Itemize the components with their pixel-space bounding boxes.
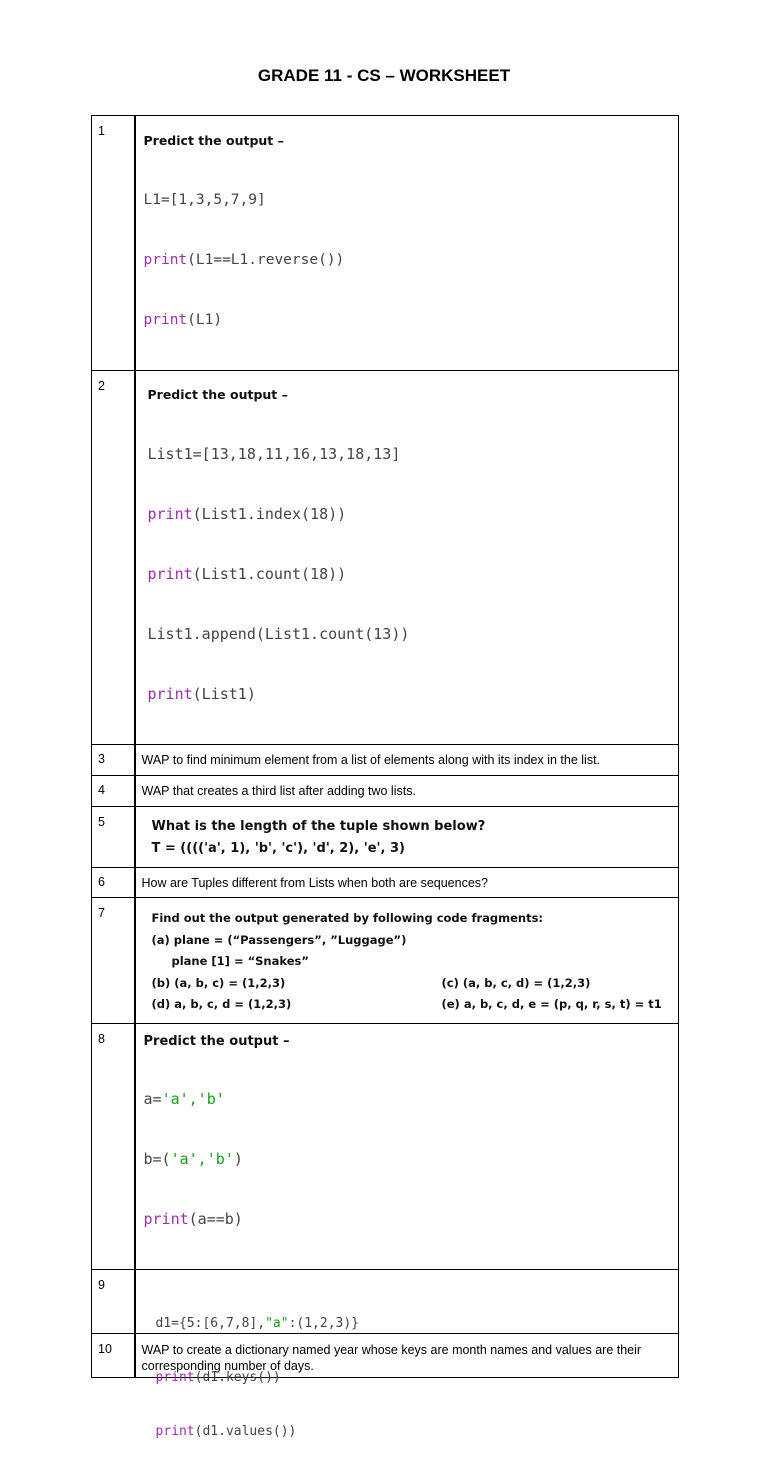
code-line: print(a==b) [143, 1210, 243, 1228]
code-line: L1=[1,3,5,7,9] [143, 192, 266, 208]
code-line: print(L1) [143, 312, 223, 328]
question-text: WAP to create a dictionary named year whose keys are month names and values are their corresponding number of days. [141, 1343, 642, 1373]
question-row-10 [92, 1334, 679, 1378]
code-line: List1=[13,18,11,16,13,18,13] [147, 445, 401, 463]
question-row-5 [92, 807, 679, 868]
question-content [135, 371, 679, 745]
question-content [135, 898, 679, 1024]
page-title: GRADE 11 - CS – WORKSHEET [257, 66, 511, 85]
question-row-1 [92, 116, 679, 371]
question-row-6 [92, 868, 679, 898]
question-content [135, 776, 679, 807]
question-heading: Find out the output generated by following code fragments: [151, 911, 544, 925]
tuple-line: T = (((('a', 1), 'b', 'c'), 'd', 2), 'e', 3) [151, 841, 405, 856]
code-line: a='a','b' [143, 1090, 225, 1108]
code-line: print(L1==L1.reverse()) [143, 252, 345, 268]
question-row-7 [92, 898, 679, 1024]
code-line: print(d1.keys()) [155, 1370, 281, 1385]
question-number: 2 [92, 371, 135, 745]
question-content [135, 1024, 679, 1270]
question-heading: Predict the output – [143, 1034, 290, 1049]
fragment-a-line2: plane [1] = “Snakes” [171, 954, 309, 968]
code-line: print(d1.values()) [155, 1424, 297, 1439]
question-content [135, 807, 679, 868]
question-content [135, 745, 679, 776]
code-line: print(List1.count(18)) [147, 565, 347, 583]
question-number: 5 [92, 807, 135, 868]
question-row-9 [92, 1270, 679, 1334]
question-text: WAP to find minimum element from a list of elements along with its index in the list. [141, 753, 601, 767]
question-content [135, 116, 679, 371]
code-line: b=('a','b') [143, 1150, 243, 1168]
question-row-4 [92, 776, 679, 807]
fragment-c: (c) (a, b, c, d) = (1,2,3) [441, 975, 591, 990]
code-block [144, 1049, 679, 1269]
code-line: print(List1.index(18)) [147, 505, 347, 523]
question-number: 9 [92, 1270, 135, 1334]
question-number: 1 [92, 116, 135, 371]
question-content [135, 868, 679, 898]
question-heading: What is the length of the tuple shown below? [151, 819, 486, 834]
question-row-2 [92, 371, 679, 745]
question-row-8 [92, 1024, 679, 1270]
question-row-3 [92, 745, 679, 776]
question-text: WAP that creates a third list after adding two lists. [141, 784, 416, 798]
fragment-row [152, 994, 679, 1016]
question-text: How are Tuples different from Lists when both are sequences? [141, 876, 488, 890]
question-number: 8 [92, 1024, 135, 1270]
question-content [135, 1334, 679, 1378]
code-line: print(List1) [147, 685, 256, 703]
fragment-row [152, 973, 679, 995]
fragment-d: (d) a, b, c, d = (1,2,3) [151, 997, 292, 1011]
code-line: d1={5:[6,7,8],"a":(1,2,3)} [155, 1316, 360, 1331]
question-heading: Predict the output – [147, 387, 288, 402]
question-number: 7 [92, 898, 135, 1024]
code-line: List1.append(List1.count(13)) [147, 625, 410, 643]
fragment-b: (b) (a, b, c) = (1,2,3) [151, 975, 286, 990]
code-block [144, 150, 679, 370]
fragment-e: (e) a, b, c, d, e = (p, q, r, s, t) = t1 [441, 997, 662, 1011]
worksheet-table [91, 115, 679, 1439]
code-block [148, 404, 679, 744]
fragment-a: (a) plane = (“Passengers”, ”Luggage”) [151, 932, 407, 947]
question-number: 6 [92, 868, 135, 898]
question-heading: Predict the output – [143, 133, 284, 148]
question-number: 4 [92, 776, 135, 807]
question-number: 10 [92, 1334, 135, 1378]
question-number: 3 [92, 745, 135, 776]
